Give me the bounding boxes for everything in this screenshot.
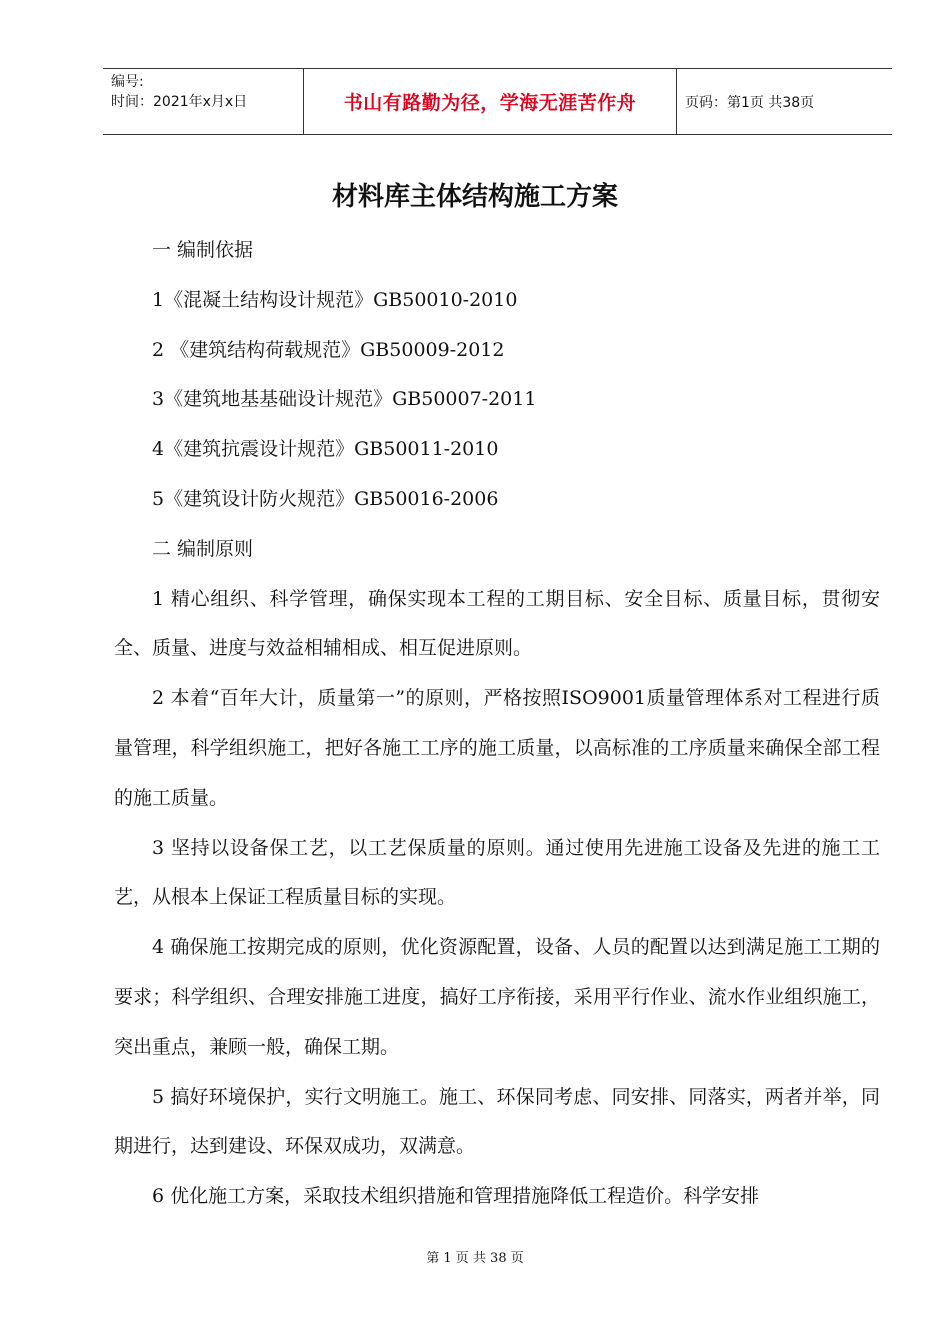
- reference-item: 3《建筑地基基础设计规范》GB50007-2011: [152, 388, 537, 411]
- section-heading: 二 编制原则: [152, 537, 254, 560]
- header-motto: 书山有路勤为径，学海无涯苦作舟: [304, 69, 677, 134]
- section-heading: 一 编制依据: [152, 239, 254, 261]
- reference-item: 5《建筑设计防火规范》GB50016-2006: [152, 487, 499, 510]
- number-label: 编号:: [111, 74, 144, 90]
- header-page-info: 页码：第1页 共38页: [685, 94, 815, 111]
- body-paragraph: 3 坚持以设备保工艺，以工艺保质量的原则。通过使用先进施工设备及先进的施工工艺，从根本上保证工程质量目标的实现。: [114, 836, 880, 909]
- reference-item: 2 《建筑结构荷载规范》GB50009-2012: [152, 338, 505, 361]
- body-paragraph: 5 搞好环境保护，实行文明施工。施工、环保同考虑、同安排、同落实，两者并举，同期进行，达到建设、环保双成功，双满意。: [114, 1085, 880, 1158]
- document-body: [114, 226, 880, 1222]
- body-paragraph: 6 优化施工方案，采取技术组织措施和管理措施降低工程造价。科学安排: [152, 1185, 760, 1208]
- page-footer: 第 1 页 共 38 页: [426, 1251, 524, 1266]
- header-meta: [103, 69, 304, 134]
- date-line: 时间：2021年x月x日: [111, 94, 248, 110]
- reference-item: 1《混凝土结构设计规范》GB50010-2010: [152, 288, 518, 311]
- document-title: 材料库主体结构施工方案: [331, 182, 618, 212]
- body-paragraph: 1 精心组织、科学管理，确保实现本工程的工期目标、安全目标、质量目标，贯彻安全、质量、进度与效益相辅相成、相互促进原则。: [114, 587, 880, 660]
- body-paragraph: 4 确保施工按期完成的原则，优化资源配置，设备、人员的配置以达到满足施工工期的要求；科学组织、合理安排施工进度，搞好工序衔接，采用平行作业、流水作业组织施工，突出重点，兼顾一般，确保工期。: [114, 936, 880, 1058]
- page-header: [103, 68, 892, 135]
- body-paragraph: 2 本着“百年大计，质量第一”的原则，严格按照ISO9001质量管理体系对工程进行质量管理，科学组织施工，把好各施工工序的施工质量，以高标准的工序质量来确保全部工程的施工质量。: [114, 687, 880, 809]
- reference-item: 4《建筑抗震设计规范》GB50011-2010: [152, 438, 499, 461]
